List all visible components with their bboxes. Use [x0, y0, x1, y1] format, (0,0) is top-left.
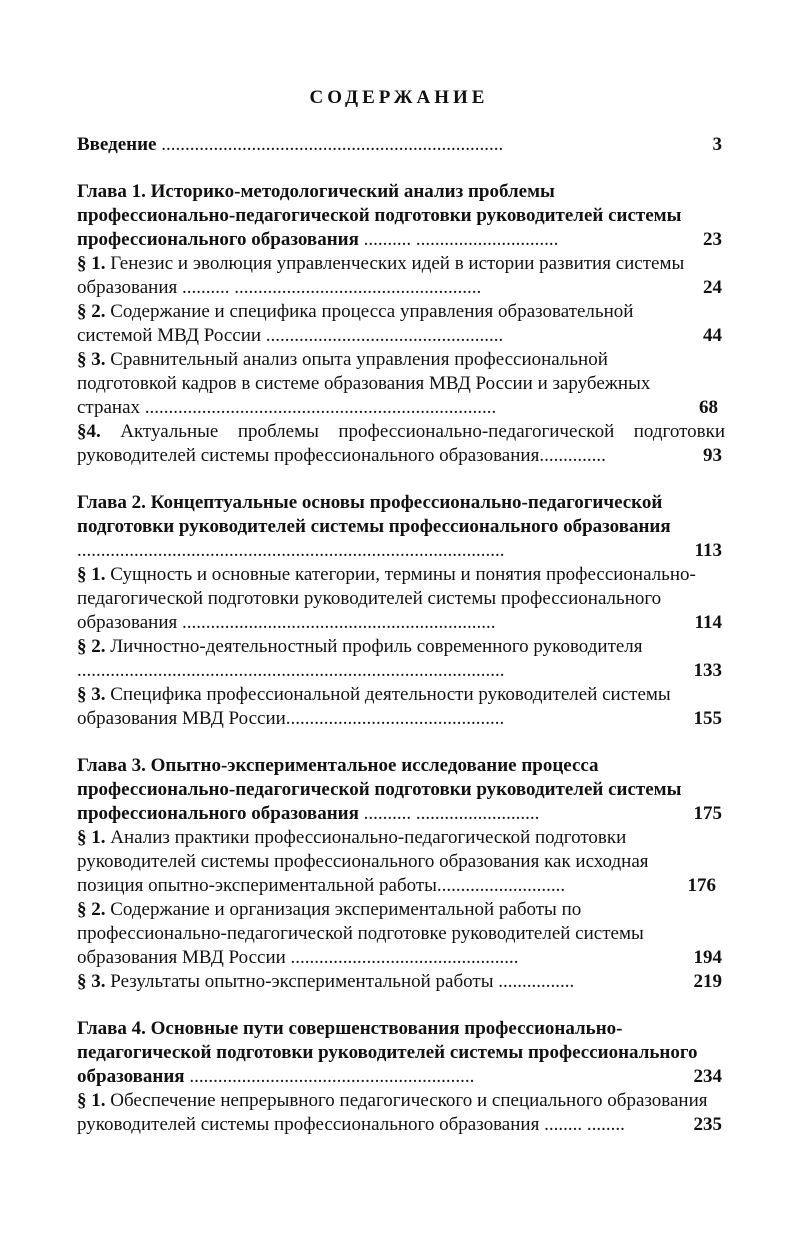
leader-dots: .......... ..........................: [363, 803, 540, 824]
section-4-1-line2: руководителей системы профессионального образования ........ ........: [77, 1114, 625, 1135]
page-number: 114: [694, 612, 722, 633]
leader-dots: ............................................................: [189, 1066, 475, 1087]
page-number: 176: [687, 875, 716, 896]
section-1-4-line2: руководителей системы профессионального образования..............: [77, 445, 606, 466]
chapter-1-title-line2: профессионально-педагогической подготовки руководителей системы: [77, 205, 682, 226]
page-number: 175: [693, 803, 722, 824]
page-number: 113: [694, 540, 722, 561]
toc-entry-intro: [77, 133, 503, 157]
page-number: 24: [703, 277, 722, 298]
leader-dots: .......... ..............................: [363, 229, 559, 250]
page-number: 93: [703, 445, 722, 466]
section-2-1-line1: § 1. Сущность и основные категории, термины и понятия профессионально-: [77, 564, 696, 585]
section-1-4-line1: §4. Актуальные проблемы профессионально-педагогической подготовки: [77, 421, 725, 442]
section-3-2-line2: профессионально-педагогической подготовке руководителей системы: [77, 923, 644, 944]
page-number: 235: [693, 1114, 722, 1135]
chapter-1-title-line1: Глава 1. Историко-методологический анализ проблемы: [77, 181, 555, 202]
section-1-2-line2: системой МВД России ..................................................: [77, 325, 504, 346]
section-3-1-line1: § 1. Анализ практики профессионально-педагогической подготовки: [77, 827, 627, 848]
page-number: 194: [693, 947, 722, 968]
section-3-1-line2: руководителей системы профессионального образования как исходная: [77, 851, 649, 872]
chapter-1-title-line3: профессионального образования .......... ..............................: [77, 229, 559, 250]
page-number: 133: [693, 660, 722, 681]
section-3-3-line1: § 3. Результаты опытно-экспериментальной работы ................: [77, 971, 575, 992]
section-1-1-line1: § 1. Генезис и эволюция управленческих идей в истории развития системы: [77, 253, 685, 274]
page-number: 44: [703, 325, 722, 346]
page-number: 3: [712, 134, 722, 155]
page-number: 68: [699, 397, 718, 418]
chapter-4-title-line1: Глава 4. Основные пути совершенствования профессионально-: [77, 1018, 623, 1039]
chapter-4-title-line2: педагогической подготовки руководителей системы профессионального: [77, 1042, 698, 1063]
section-3-1-line3: позиция опытно-экспериментальной работы...........................: [77, 875, 566, 896]
section-3-2-line3: образования МВД России ................................................: [77, 947, 519, 968]
section-1-3-line3: странах ..........................................................................: [77, 397, 497, 418]
chapter-2-title-line1: Глава 2. Концептуальные основы профессионально-педагогической: [77, 492, 663, 513]
section-3-2-line1: § 2. Содержание и организация экспериментальной работы по: [77, 899, 582, 920]
page-number: 23: [703, 229, 722, 250]
chapter-3-title-line3: профессионального образования .......... ..........................: [77, 803, 540, 824]
chapter-3-title-line1: Глава 3. Опытно-экспериментальное исследование процесса: [77, 755, 599, 776]
section-1-3-line1: § 3. Сравнительный анализ опыта управления профессиональной: [77, 349, 608, 370]
section-2-1-line2: педагогической подготовки руководителей системы профессионального: [77, 588, 662, 609]
page-number: 219: [693, 971, 722, 992]
chapter-3-title-line2: профессионально-педагогической подготовки руководителей системы: [77, 779, 682, 800]
intro-label: Введение: [77, 134, 157, 155]
page-number: 234: [693, 1066, 722, 1087]
section-2-2-line2: ..........................................................................................: [77, 660, 505, 681]
section-1-2-line1: § 2. Содержание и специфика процесса управления образовательной: [77, 301, 634, 322]
page-title: СОДЕРЖАНИЕ: [309, 87, 489, 108]
section-2-2-line1: § 2. Личностно-деятельностный профиль современного руководителя: [77, 636, 643, 657]
chapter-4-title-line3: образования ............................................................: [77, 1066, 475, 1087]
section-1-3-line2: подготовкой кадров в системе образования МВД России и зарубежных: [77, 373, 651, 394]
section-2-3-line2: образования МВД России..............................................: [77, 708, 505, 729]
leader-dots: ..........................................................................................: [77, 540, 505, 561]
section-1-1-line2: образования .......... ....................................................: [77, 277, 482, 298]
section-2-1-line3: образования ..................................................................: [77, 612, 496, 633]
page-number: 155: [693, 708, 722, 729]
section-2-3-line1: § 3. Специфика профессиональной деятельности руководителей системы: [77, 684, 671, 705]
section-4-1-line1: § 1. Обеспечение непрерывного педагогического и специального образования: [77, 1090, 708, 1111]
chapter-2-title-line2: подготовки руководителей системы профессионального образования: [77, 516, 671, 537]
leader-dots: ........................................................................: [161, 134, 504, 155]
